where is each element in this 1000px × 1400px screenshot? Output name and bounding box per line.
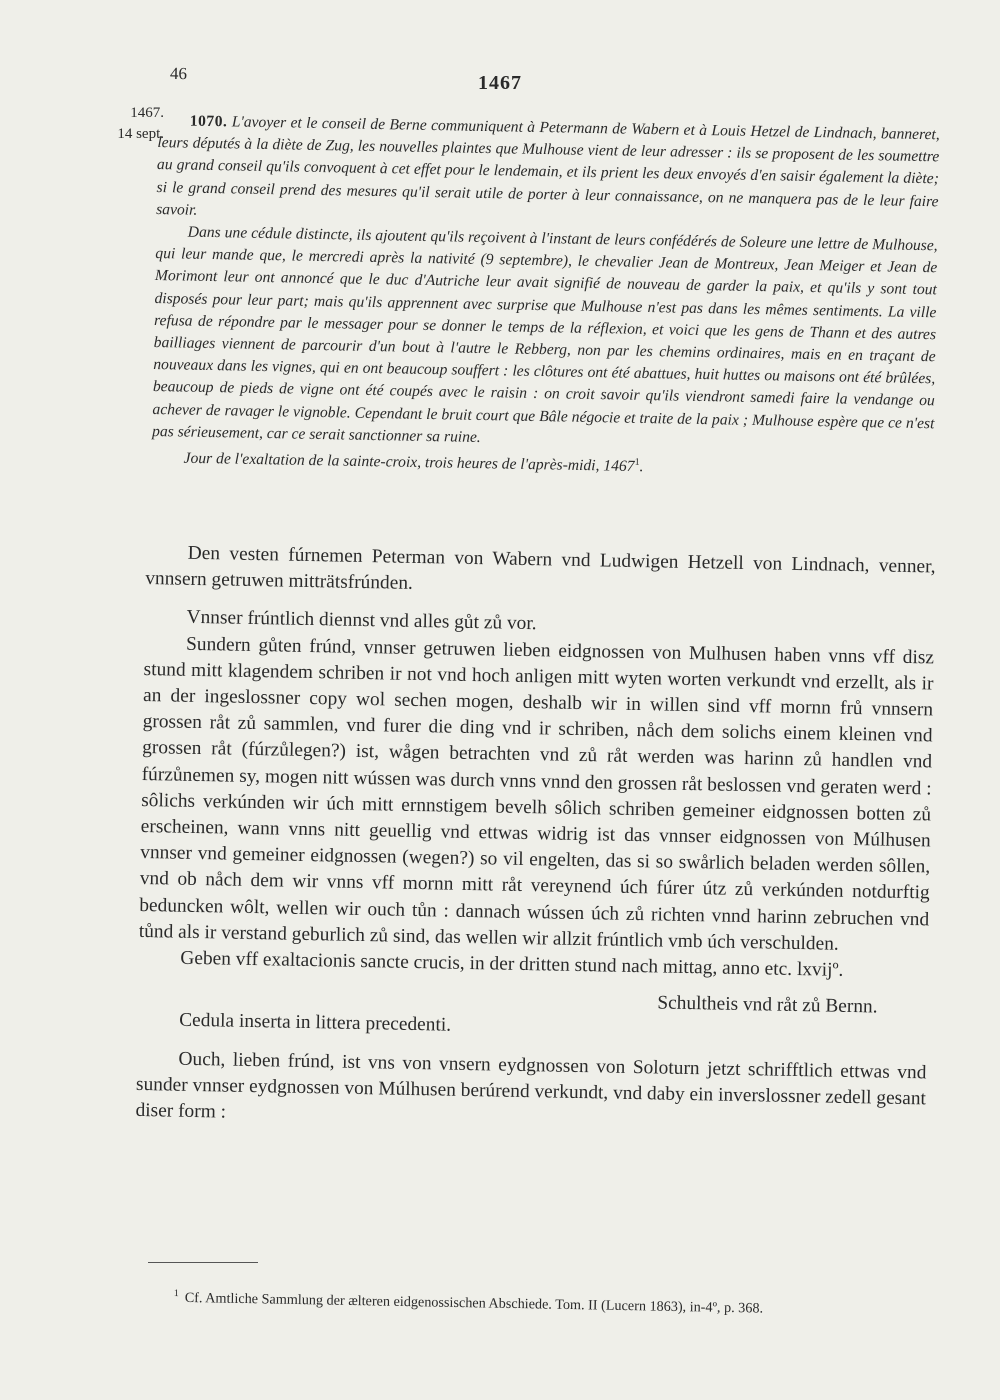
margin-date xyxy=(94,103,164,145)
margin-year: 1467. xyxy=(130,105,164,121)
french-summary xyxy=(151,110,939,484)
document-number: 1070. xyxy=(189,112,228,131)
letter-dating: Geben vff exaltacionis sancte crucis, in der dritten stund nach mittag, anno etc. lxvijº. xyxy=(180,947,844,981)
summary-paragraph-1 xyxy=(156,110,940,235)
letter-postscript: Ouch, lieben frúnd, ist vns von vnsern eydgnossen von Soloturn jetzt schrifftlich ettwas vnd sunder vnnser eydgnossen von Múlhusen berúrend verkundt, vnd daby ein inverslossner zedell gesant diser form : xyxy=(135,1048,927,1123)
cedula-heading: Cedula inserta in littera precedenti. xyxy=(179,1010,452,1037)
margin-day: 14 sept. xyxy=(117,126,164,142)
footnote-mark: 1 xyxy=(173,1287,179,1300)
running-head-year: 1467 xyxy=(478,72,522,94)
page-number: 46 xyxy=(169,63,188,84)
letter-greeting: Vnnser frúntlich diennst vnd alles gůt zů vor. xyxy=(186,607,537,635)
letter-body xyxy=(135,540,936,1139)
closing-period: . xyxy=(639,458,644,476)
footnote-text: Cf. Amtliche Sammlung der ælteren eidgenossischen Abschiede. Tom. II (Lucern 1863), in-4º, p. 368. xyxy=(184,1289,764,1317)
footnote-divider xyxy=(148,1262,258,1263)
summary-paragraph-2: Dans une cédule distincte, ils ajoutent qu'ils reçoivent à l'instant de leurs confédérés de Soleure une lettre de Mulhouse, qui leur mande que, le mercredi après la nativité (9 septembre), le chevalier Jean de Montreux, Jean Meiger et Jean de Morimont leur ont annoncé que le duc d'Autriche leur avait signifié de nouveau de garder la paix, et qu'ils y sont tout disposés pour leur part; mais qu'ils apprennent avec surprise que Mulhouse n'est pas dans les mêmes sentiments. La ville refusa de répondre par le messager pour se donner le temps de la réflexion, et voici que les gens de Thann et des autres bailliages viennent de parcourir d'un bout à l'autre le Rebberg, non par les chemins ordinaires, mais en en traçant de nouveaux dans les vignes, qui en ont beaucoup souffert : les clôtures ont été abattues, huit huttes ou maisons ont été brûlées, beaucoup de pieds de vigne ont été coupés avec le raisin : on croit savoir qu'ils viendront samedi faire la vendange ou achever de ravager le vignoble. Cependant le bruit court que Bâle négocie et traite de la paix ; Mulhouse espère que ce n'est pas sérieusement, car ce serait sanctionner sa ruine. xyxy=(151,223,938,446)
letter-signature: Schultheis vnd råt zů Bernn. xyxy=(657,992,878,1018)
footnote-ref: 1 xyxy=(634,456,640,468)
footnote xyxy=(174,1285,894,1320)
letter-address: Den vesten fúrnemen Peterman von Wabern vnd Ludwigen Hetzell von Lindnach, venner, vnnsern getruwen mitträtsfrúnden. xyxy=(145,542,936,595)
closing-text: Jour de l'exaltation de la sainte-croix, trois heures de l'après-midi, 1467 xyxy=(183,449,635,476)
letter-main-text: Sundern gůten frúnd, vnnser getruwen lieben eidgnossen von Mulhusen haben vnns vff disz stund mitt klagendem schriben ir not vnd hoch anligen mitt wyten worten verkundt vnd erzellt, als ir an der ingeslossner copy wol sechen mogen, deshalb wir in willen sind vff mornn frů vnnsern grossen råt zů sammlen, vnd furer die ding vnd ir schriben, nåch dem solichs einem kleinen vnd grossen råt (fúrzůlegen?) ist, wågen betrachten vnd zů råt werden was harinn zů handlen vnd fúrzůnemen sy, mogen nitt wússen was durch vnns vnnd den grossen råt beslossen vnd geraten werd : sôlichs verkúnden wir úch mitt ernnstigem bevelh sôlich schriben gemeiner eidgnossen botten zů erscheinen, wann vnns nitt geuellig vnd ettwas widrig ist das vnnser eidgnossen von Múlhusen vnnser vnd gemeiner eidgnossen (wegen?) so vil engelten, das si so swårlich beladen werden sôllen, vnd ob nåch dem wir vnns vff mornn mitt råt vereynend úch fúrer útz zů verkúnden notdurftig beduncken wôlt, wellen wir ouch tůn : dannach wússen úch zů richten vnnd harinn zebruchen vnd tůnd als ir verstand geburlich zů sind, das wellen wir allzit frúntlich vmb úch verschulden. xyxy=(138,633,935,955)
summary-text-1: L'avoyer et le conseil de Berne communiquent à Petermann de Wabern et à Louis Hetzel de Lindnach, banneret, leurs députés à la diète de Zug, les nouvelles plaintes que Mulhouse vient de leur adresser : ils se proposent de les soumettre au grand conseil qu'ils convoquent à cet effet pour le lendemain, et ils prient les deux envoyés d'en saisir également la diète; si le grand conseil prend des mesures qu'il serait utile de porter à leur connaissance, on ne manquera pas de le leur faire savoir. xyxy=(156,113,940,219)
